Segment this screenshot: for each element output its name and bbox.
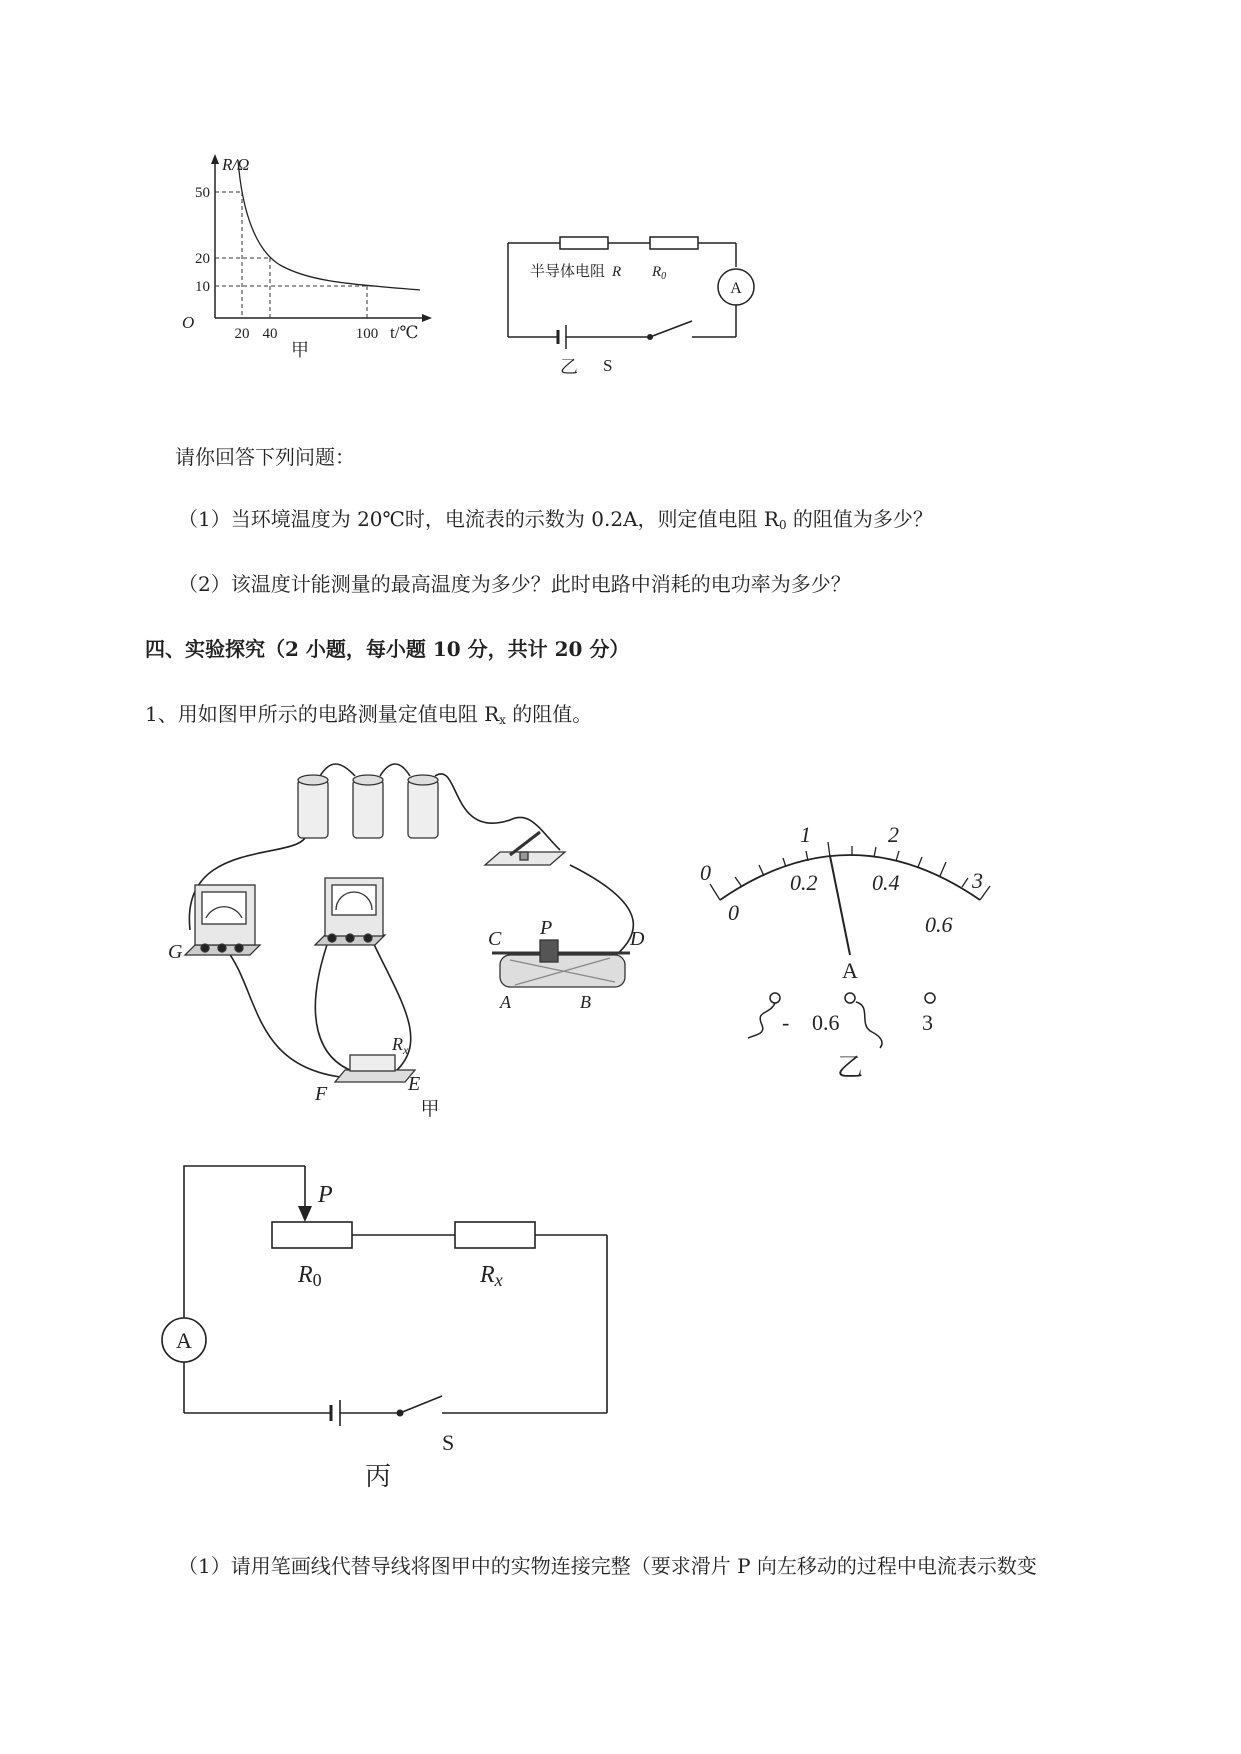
wire-voltmeter-to-F bbox=[315, 936, 355, 1072]
figure-caption-yi: 乙 bbox=[560, 357, 578, 377]
y-axis-arrow bbox=[211, 154, 219, 164]
lower-scale-0.6: 0.6 bbox=[925, 912, 953, 937]
semiconductor-label: 半导体电阻 bbox=[530, 264, 606, 280]
terminal-C: C bbox=[488, 928, 502, 950]
slider-arrow bbox=[298, 1206, 312, 1222]
apparatus-diagram bbox=[170, 760, 710, 1130]
rx-label: $R_x$ bbox=[392, 1034, 409, 1057]
experiment-item-1: 1、用如图甲所示的电路测量定值电阻 $R_x$ 的阻值。 bbox=[145, 702, 593, 727]
rheostat-circuit bbox=[150, 1160, 630, 1490]
terminal-G: G bbox=[168, 941, 183, 963]
ammeter-dial bbox=[700, 820, 1000, 1100]
question-2: （2）该温度计能测量的最高温度为多少？此时电路中消耗的电功率为多少？ bbox=[178, 572, 851, 596]
figure-caption-bing: 丙 bbox=[364, 1462, 392, 1491]
section-heading: 四、实验探究（2 小题，每小题 10 分，共计 20 分） bbox=[145, 637, 630, 661]
x-tick-100: 100 bbox=[355, 326, 379, 342]
resistor-r-label: R bbox=[612, 264, 622, 280]
switch-blade bbox=[650, 321, 692, 337]
switch-label-bing: S bbox=[442, 1430, 455, 1455]
r0-resistor bbox=[650, 237, 698, 249]
question-prompt: 请你回答下列问题： bbox=[175, 445, 355, 469]
semiconductor-resistor bbox=[560, 237, 608, 249]
terminal-F: F bbox=[315, 1083, 328, 1105]
terminal-B: B bbox=[580, 992, 591, 1012]
rheostat bbox=[492, 940, 630, 987]
slider-label: P bbox=[318, 1182, 333, 1208]
y-tick-50: 50 bbox=[195, 185, 210, 201]
question-1: （1）当环境温度为 20℃时，电流表的示数为 0.2A，则定值电阻 $R_0$ 的阻值为多少？ bbox=[178, 507, 933, 532]
upper-scale-1: 1 bbox=[800, 822, 811, 847]
wire-ammeter-to-F bbox=[225, 948, 350, 1078]
wire-battery-to-switch bbox=[435, 774, 560, 850]
dashed-guides bbox=[215, 192, 367, 318]
figure-caption-jia-2: 甲 bbox=[420, 1099, 440, 1120]
ammeter-label-bing: A bbox=[176, 1328, 192, 1353]
y-axis-label: R/Ω bbox=[222, 155, 250, 174]
semiconductor-circuit bbox=[500, 225, 780, 385]
y-tick-20: 20 bbox=[195, 251, 210, 267]
resistance-temperature-graph bbox=[180, 150, 460, 390]
resistor-r0-label: $R_0$ bbox=[652, 264, 667, 282]
upper-scale-0: 0 bbox=[700, 860, 711, 885]
x-tick-20: 20 bbox=[234, 326, 250, 342]
wire-switch-to-rheostat bbox=[570, 865, 633, 960]
dial-arc bbox=[720, 855, 980, 900]
dial-ticks bbox=[710, 842, 990, 900]
ammeter-label: A bbox=[730, 280, 742, 297]
terminal-A: A bbox=[500, 992, 511, 1012]
experiment-question-1: （1）请用笔画线代替导线将图甲中的实物连接完整（要求滑片 P 向左移动的过程中电流表示数变 bbox=[178, 1554, 1037, 1578]
battery-pack bbox=[298, 775, 438, 838]
figure-caption-jia: 甲 bbox=[291, 340, 309, 360]
terminal-0.6: 0.6 bbox=[812, 1010, 840, 1035]
rx-resistor bbox=[455, 1222, 535, 1248]
switch-label: S bbox=[603, 356, 613, 375]
origin-label: O bbox=[182, 313, 195, 332]
meter-terminals bbox=[748, 993, 935, 1048]
rx-label-bing: Rx bbox=[480, 1262, 503, 1290]
x-axis-label: t/℃ bbox=[390, 323, 419, 342]
switch-pivot-bing bbox=[397, 1410, 404, 1417]
upper-scale-2: 2 bbox=[888, 822, 899, 847]
x-axis-arrow bbox=[422, 314, 432, 322]
dial-needle bbox=[830, 856, 850, 955]
terminal-D: D bbox=[630, 928, 645, 950]
y-tick-10: 10 bbox=[195, 279, 210, 295]
terminal-E: E bbox=[408, 1073, 421, 1095]
lower-scale-0: 0 bbox=[728, 900, 739, 925]
ammeter-box bbox=[185, 885, 260, 955]
knife-switch bbox=[485, 832, 565, 865]
r0-rheostat bbox=[272, 1222, 352, 1248]
terminal-3: 3 bbox=[922, 1010, 933, 1035]
r0-label: R0 bbox=[298, 1262, 322, 1290]
figure-caption-yi-2: 乙 bbox=[836, 1053, 864, 1082]
switch-pivot bbox=[647, 334, 653, 340]
upper-scale-3: 3 bbox=[972, 868, 983, 893]
x-tick-40: 40 bbox=[262, 326, 278, 342]
resistance-curve bbox=[238, 160, 420, 290]
terminal-minus: - bbox=[782, 1010, 790, 1035]
lower-scale-0.2: 0.2 bbox=[790, 870, 818, 895]
switch-blade-bing bbox=[400, 1396, 442, 1413]
voltmeter-box bbox=[315, 878, 385, 945]
slider-P: P bbox=[540, 917, 553, 939]
meter-unit: A bbox=[842, 958, 858, 983]
lower-scale-0.4: 0.4 bbox=[872, 870, 900, 895]
